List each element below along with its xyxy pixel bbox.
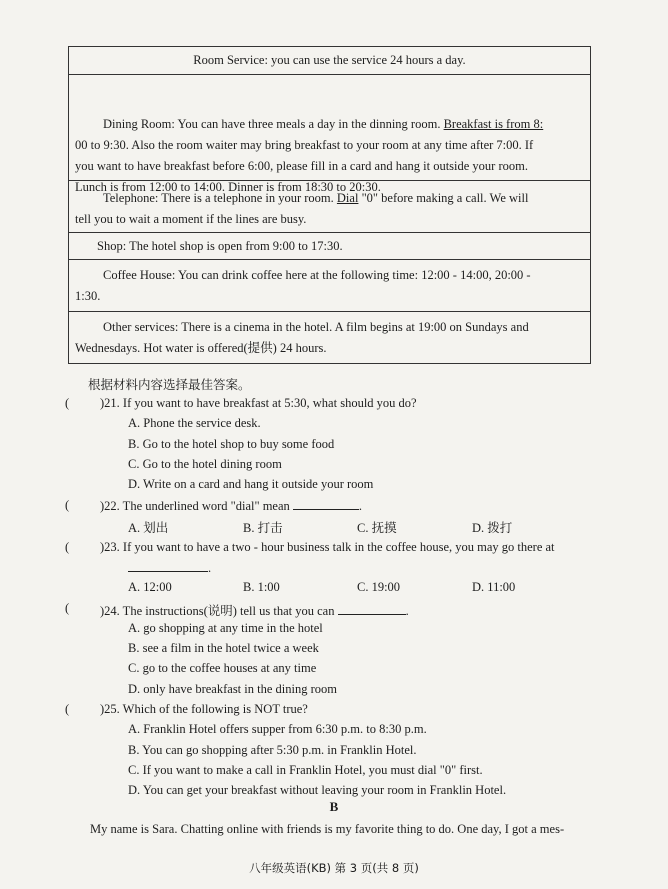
telephone-line-1 [75,188,584,209]
q25-option-d: D. You can get your breakfast without leaving your room in Franklin Hotel. [128,783,507,797]
dining-line-1a: Dining Room: You can have three meals a day in the dinning room. [103,117,441,131]
row-coffee-house [69,260,590,312]
section-heading: B [329,799,339,814]
question-text-a: )24. The instructions(说明) tell us that you can [100,604,335,618]
question-text [100,601,409,619]
q23-option-d: D. 11:00 [472,580,516,594]
shop-text: Shop: The hotel shop is open from 9:00 to 17:30. [97,239,343,253]
q23-option-c: C. 19:00 [357,580,401,594]
q24-option-b: B. see a film in the hotel twice a week [128,641,319,655]
q25-option-c: C. If you want to make a call in Franklin Hotel, you must dial "0" first. [128,763,483,777]
question-text [100,498,362,514]
dining-line-3: you want to have breakfast before 6:00, please fill in a card and hang it outside your room. [75,159,528,173]
q21-option-c: C. Go to the hotel dining room [128,457,282,471]
answer-blank[interactable] [128,560,208,572]
telephone-text-a: Telephone: There is a telephone in your room. [103,191,334,205]
hotel-info-table [68,46,591,364]
telephone-text-b: "0" before making a call. We will [361,191,529,205]
answer-paren[interactable]: ( [65,396,70,410]
other-line-1: Other services: There is a cinema in the hotel. A film begins at 19:00 on Sundays and [103,320,529,334]
coffee-line-1: Coffee House: You can drink coffee here at the following time: 12:00 - 14:00, 20:00 - [103,268,531,282]
question-text: )21. If you want to have breakfast at 5:30, what should you do? [100,396,417,410]
underlined-dial: Dial [336,191,359,205]
q22-option-a: A. 划出 [128,521,169,535]
question-text: )23. If you want to have a two - hour business talk in the coffee house, you may go there at [100,540,555,554]
q23-option-a: A. 12:00 [128,580,172,594]
q24-option-d: D. only have breakfast in the dining room [128,682,337,696]
page-footer: 八年级英语(KB) 第 3 页(共 8 页) [249,861,419,875]
q24-option-c: C. go to the coffee houses at any time [128,661,317,675]
story-text: My name is Sara. Chatting online with friends is my favorite thing to do. One day, I got a mes- [90,822,565,836]
answer-paren[interactable]: ( [65,498,70,512]
question-text-b: . [358,499,363,513]
q21-option-a: A. Phone the service desk. [128,416,261,430]
q25-option-b: B. You can go shopping after 5:30 p.m. in Franklin Hotel. [128,743,417,757]
q23-option-b: B. 1:00 [243,580,280,594]
answer-paren[interactable]: ( [65,540,70,554]
dining-line-1 [75,114,584,135]
question-text: )25. Which of the following is NOT true? [100,702,308,716]
row-telephone [69,181,590,233]
answer-paren[interactable]: ( [65,702,70,716]
coffee-line-2: 1:30. [75,289,101,303]
answer-blank[interactable] [338,603,406,615]
instruction: 根据材料内容选择最佳答案。 [88,377,251,392]
question-tail: . [208,561,212,575]
telephone-line-2: tell you to wait a moment if the lines are busy. [75,212,307,226]
question-text-b: . [405,604,409,618]
q22-option-d: D. 拨打 [472,521,513,535]
room-service-text: Room Service: you can use the service 24 hours a day. [193,53,466,67]
row-shop [69,233,590,260]
q23-blank-line [128,560,211,576]
answer-blank[interactable] [293,498,359,510]
question-text-a: )22. The underlined word "dial" mean [100,499,290,513]
answer-paren[interactable]: ( [65,601,70,615]
row-dining-room [69,75,590,194]
q25-option-a: A. Franklin Hotel offers supper from 6:30 p.m. to 8:30 p.m. [128,722,427,736]
dining-line-2: 00 to 9:30. Also the room waiter may bring breakfast to your room at any time after 7:00. If [75,138,534,152]
other-line-2: Wednesdays. Hot water is offered(提供) 24 hours. [75,341,327,355]
row-other-services [69,312,590,363]
q21-option-d: D. Write on a card and hang it outside your room [128,477,374,491]
q24-option-a: A. go shopping at any time in the hotel [128,621,323,635]
dining-line-4: Lunch is from 12:00 to 14:00. Dinner is from 18:30 to 20:30. [75,180,381,194]
dining-line-1b: Breakfast is from 8: [443,117,544,131]
q21-option-b: B. Go to the hotel shop to buy some food [128,437,335,451]
q22-option-c: C. 抚摸 [357,521,397,535]
q22-option-b: B. 打击 [243,521,283,535]
row-room-service [69,47,590,75]
